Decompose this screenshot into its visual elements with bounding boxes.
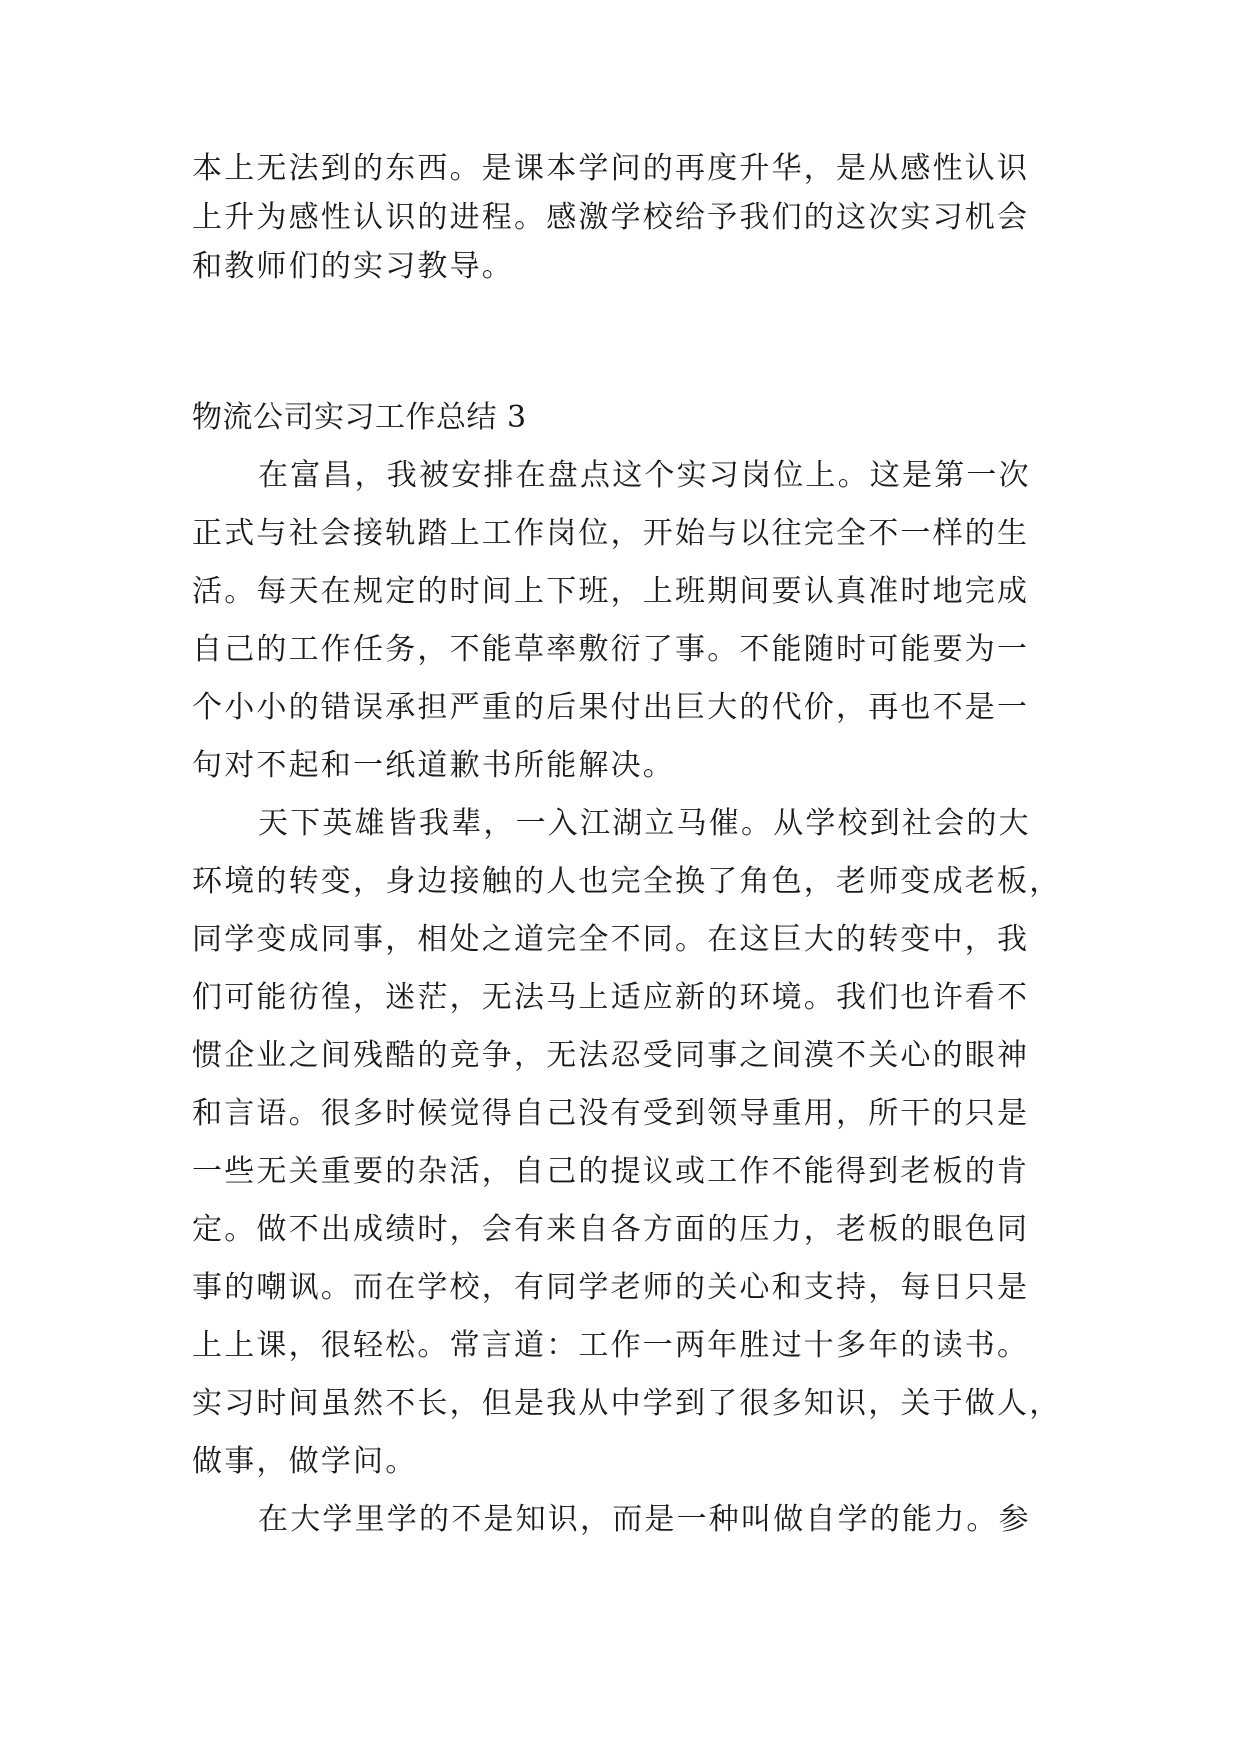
body-text-line: 和言语。很多时候觉得自己没有受到领导重用，所干的只是 xyxy=(192,1096,1030,1131)
body-text-line: 同学变成同事，相处之道完全不同。在这巨大的转变中，我 xyxy=(192,922,1030,957)
body-text-line: 句对不起和一纸道歉书所能解决。 xyxy=(192,748,675,783)
body-text-line: 惯企业之间残酷的竞争，无法忍受同事之间漠不关心的眼神 xyxy=(192,1038,1030,1073)
body-text-line: 本上无法到的东西。是课本学问的再度升华，是从感性认识 xyxy=(192,151,1030,186)
body-text-line: 活。每天在规定的时间上下班，上班期间要认真准时地完成 xyxy=(192,574,1030,609)
body-text-line: 在富昌，我被安排在盘点这个实习岗位上。这是第一次 xyxy=(258,458,1031,493)
section-title: 物流公司实习工作总结 3 xyxy=(192,400,527,435)
body-text-line: 事的嘲讽。而在学校，有同学老师的关心和支持，每日只是 xyxy=(192,1270,1030,1305)
body-text-line: 上升为感性认识的进程。感激学校给予我们的这次实习机会 xyxy=(192,200,1030,235)
body-text-line: 环境的转变，身边接触的人也完全换了角色，老师变成老板， xyxy=(192,864,1062,899)
body-text-line: 们可能彷徨，迷茫，无法马上适应新的环境。我们也许看不 xyxy=(192,980,1030,1015)
body-text-line: 做事，做学问。 xyxy=(192,1444,418,1479)
body-text-line: 一些无关重要的杂活，自己的提议或工作不能得到老板的肯 xyxy=(192,1154,1030,1189)
body-text-line: 和教师们的实习教导。 xyxy=(192,249,514,284)
body-text-line: 在大学里学的不是知识，而是一种叫做自学的能力。参 xyxy=(258,1502,1031,1537)
body-text-line: 上上课，很轻松。常言道：工作一两年胜过十多年的读书。 xyxy=(192,1328,1030,1363)
body-text-line: 定。做不出成绩时，会有来自各方面的压力，老板的眼色同 xyxy=(192,1212,1030,1247)
body-text-line: 实习时间虽然不长，但是我从中学到了很多知识，关于做人， xyxy=(192,1386,1062,1421)
body-text-line: 正式与社会接轨踏上工作岗位，开始与以往完全不一样的生 xyxy=(192,516,1030,551)
body-text-line: 天下英雄皆我辈，一入江湖立马催。从学校到社会的大 xyxy=(258,806,1031,841)
body-text-line: 个小小的错误承担严重的后果付出巨大的代价，再也不是一 xyxy=(192,690,1030,725)
body-text-line: 自己的工作任务，不能草率敷衍了事。不能随时可能要为一 xyxy=(192,632,1030,667)
